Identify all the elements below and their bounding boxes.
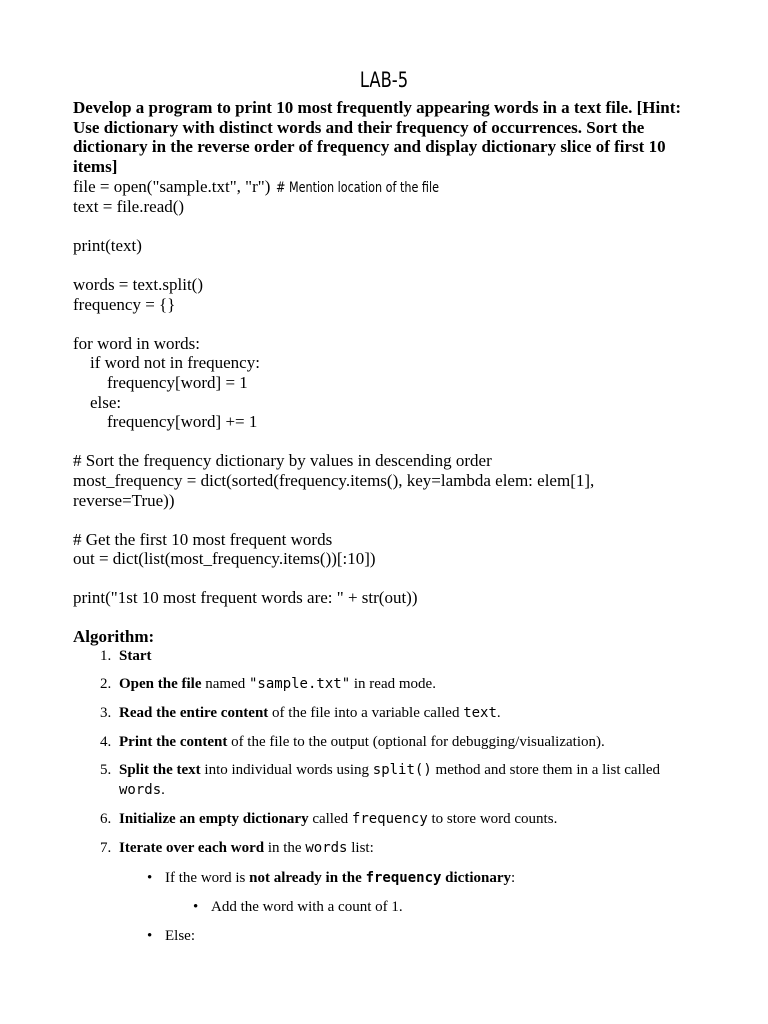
step-text: Start: [119, 648, 152, 664]
code-comment: # Mention location of the file: [276, 180, 440, 196]
step-text: method and store them in a list called: [431, 762, 661, 778]
bullet-icon: •: [147, 928, 153, 944]
inline-code: text: [463, 705, 497, 721]
step-number: 1.: [100, 648, 112, 664]
step-number: 5.: [100, 762, 112, 778]
list-item: [147, 868, 516, 888]
step-text: .: [496, 705, 501, 721]
inline-code: split(): [372, 762, 432, 778]
step-text: of the file to the output (optional for debugging/visualization).: [227, 734, 605, 750]
step-text: in read mode.: [350, 676, 436, 692]
step-text: named: [201, 676, 249, 692]
step-text: not already in the: [249, 870, 366, 886]
step-text: Open the file: [119, 676, 202, 692]
step-text: Print the content: [119, 734, 228, 750]
step-text: .: [161, 782, 165, 798]
code-line: # Get the first 10 most frequent words: [73, 529, 333, 549]
inline-code: frequency: [365, 870, 442, 886]
list-item: [73, 809, 557, 829]
list-item: [73, 838, 374, 858]
inline-code: "sample.txt": [248, 676, 351, 692]
code-line: reverse=True)): [73, 490, 175, 510]
code-text: file = open("sample.txt", "r"): [73, 177, 271, 196]
page-title: LAB-5: [359, 68, 409, 92]
step-number: 4.: [100, 734, 112, 750]
step-text: Add the word with a count of 1.: [211, 899, 403, 915]
step-text: dictionary: [441, 870, 512, 886]
code-line: print("1st 10 most frequent words are: " + str(out)): [73, 588, 418, 608]
step-text: of the file into a variable called: [268, 705, 464, 721]
step-text: Split the text: [119, 762, 201, 778]
code-line: if word not in frequency:: [73, 353, 260, 373]
code-line: words = text.split(): [73, 274, 203, 294]
algorithm-heading: Algorithm:: [73, 627, 155, 646]
code-line: frequency[word] += 1: [73, 412, 258, 432]
step-text: Else:: [165, 928, 195, 944]
step-text: called: [308, 811, 352, 827]
code-line: [73, 177, 594, 197]
task-description: Develop a program to print 10 most frequently appearing words in a text file. [Hint: Use dictionary with distinct words and their frequency of occurrences. Sort the dictionary in the reverse order of frequency and display dictionary slice of first 10 items]: [73, 98, 682, 176]
step-number: 6.: [100, 811, 112, 827]
code-line: # Sort the frequency dictionary by values in descending order: [73, 451, 492, 471]
step-text: into individual words using: [200, 762, 373, 778]
code-listing: [73, 177, 594, 608]
code-line: text = file.read(): [73, 196, 185, 216]
step-number: 3.: [100, 705, 112, 721]
code-line: for word in words:: [73, 333, 201, 353]
inline-code: frequency: [351, 811, 428, 827]
list-item: [73, 674, 436, 694]
inline-code: words: [119, 782, 162, 798]
code-line: frequency[word] = 1: [73, 372, 248, 392]
step-number: 7.: [100, 840, 112, 856]
list-item: [73, 760, 703, 800]
step-text: If the word is: [165, 870, 250, 886]
step-text: Iterate over each word: [119, 840, 265, 856]
list-item: [73, 703, 501, 723]
step-text: Read the entire content: [119, 705, 269, 721]
code-line: else:: [73, 392, 122, 412]
code-line: frequency = {}: [73, 294, 176, 314]
step-number: 2.: [100, 676, 112, 692]
step-text: in the: [264, 840, 306, 856]
step-text: :: [511, 870, 516, 886]
code-line: print(text): [73, 235, 142, 255]
code-line: out = dict(list(most_frequency.items())[:10]): [73, 549, 376, 569]
bullet-icon: •: [147, 870, 153, 886]
code-line: most_frequency = dict(sorted(frequency.items(), key=lambda elem: elem[1],: [73, 470, 595, 490]
list-item: [73, 732, 605, 752]
bullet-icon: •: [193, 899, 199, 915]
step-text: list:: [347, 840, 374, 856]
step-text: Initialize an empty dictionary: [119, 811, 309, 827]
list-item: [147, 926, 195, 946]
inline-code: words: [305, 840, 348, 856]
list-item: [193, 897, 403, 917]
list-item: [73, 646, 152, 666]
step-text: to store word counts.: [427, 811, 558, 827]
